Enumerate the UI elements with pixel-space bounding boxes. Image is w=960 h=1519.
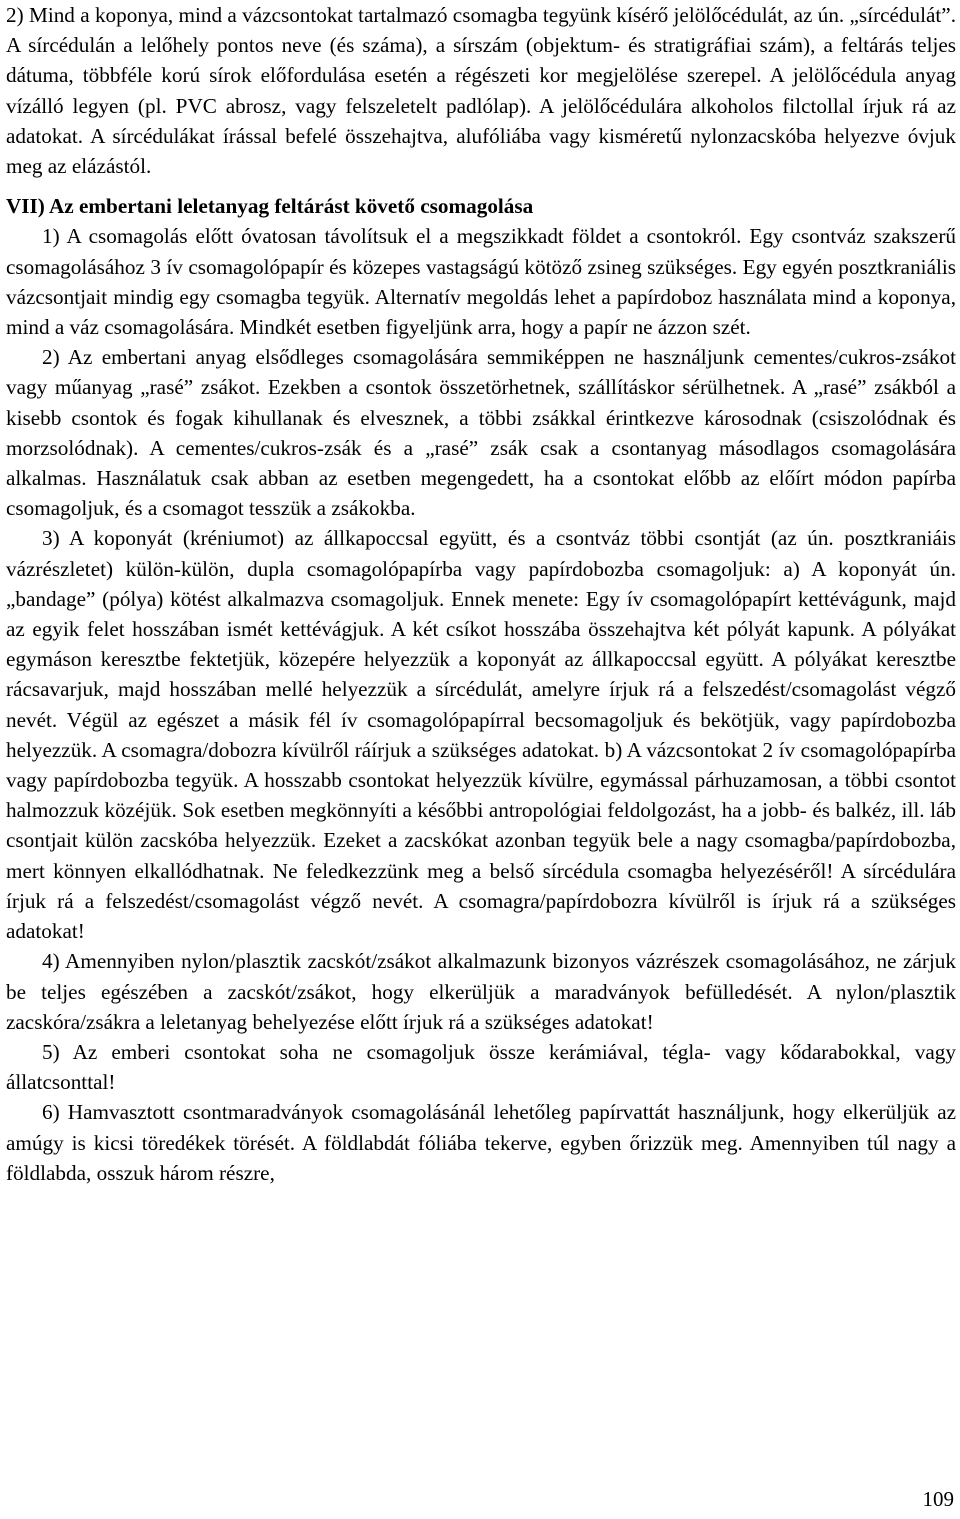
paragraph-6: 6) Hamvasztott csontmaradványok csomagolásánál lehetőleg papírvattát használjunk, hogy elkerüljük az amúgy is kicsi töredékek törését. A földlabdát fóliába tekerve, egyben őrizzük meg. Amennyiben túl nagy a földlabda, osszuk három részre, — [6, 1100, 956, 1185]
intro-paragraph: 2) Mind a koponya, mind a vázcsontokat tartalmazó csomagba tegyünk kísérő jelölőcédulát, az ún. „sírcédulát”. A sírcédulán a lelőhely pontos neve (és száma), a sírszám (objektum- és stratigráfiai szám), a feltárás teljes dátuma, többféle korú sírok előfordulása esetén a régészeti kor megjelölése szerepel. A jelölőcédula anyag vízálló legyen (pl. PVC abrosz, vagy felszeletelt padlólap). A jelölőcédulára alkoholos filctollal írjuk rá az adatokat. A sírcédulákat írással befelé összehajtva, alufóliába vagy kisméretű nylonzacskóba helyezve óvjuk meg az elázástól. — [6, 3, 956, 179]
section-heading: VII) Az embertani leletanyag feltárást követő csomagolása — [6, 194, 534, 219]
paragraph-5: 5) Az emberi csontokat soha ne csomagoljuk össze kerámiával, tégla- vagy kődarabokkal, vagy állatcsonttal! — [6, 1039, 956, 1095]
paragraph-4: 4) Amennyiben nylon/plasztik zacskót/zsákot alkalmazunk bizonyos vázrészek csomagolásához, ne zárjuk be teljes egészében a zacskót/zsákot, hogy elkerüljük a maradványok befülledését. A nylon/plasztik zacskóra/zsákra a leletanyag behelyezése előtt írjuk rá a szükséges adatokat! — [6, 949, 956, 1034]
paragraph-2: 2) Az embertani anyag elsődleges csomagolására semmiképpen ne használjunk cementes/cukros-zsákot vagy műanyag „rasé” zsákot. Ezekben a csontok összetörhetnek, szállításkor sérülhetnek. A „rasé” zsákból a kisebb csontok és fogak kihullanak és elvesznek, a többi zsákkal érintkezve károsodnak (csiszolódnak és morzsolódnak). A cementes/cukros-zsák és a „rasé” zsák csak a csontanyag másodlagos csomagolására alkalmas. Használatuk csak abban az esetben megengedett, ha a csontokat előbb az előírt módon papírba csomagoljuk, és a csomagot tesszük a zsákokba. — [6, 345, 956, 521]
paragraph-1: 1) A csomagolás előtt óvatosan távolítsuk el a megszikkadt földet a csontokról. Egy csontváz szakszerű csomagolásához 3 ív csomagolópapír és közepes vastagságú kötöző zsineg szükséges. Egy egyén posztkraniális vázcsontjait mindig egy csomagba tegyük. Alternatív megoldás lehet a papírdoboz használata mind a koponya, mind a váz csomagolására. Mindkét esetben figyeljünk arra, hogy a papír ne ázzon szét. — [6, 224, 956, 340]
page-number: 109 — [922, 1487, 954, 1511]
document-page — [6, 0, 956, 1188]
paragraph-3: 3) A koponyát (kréniumot) az állkapoccsal együtt, és a csontváz többi csontját (az ún. posztkraniáis vázrészletet) külön-külön, dupla csomagolópapírba vagy papírdobozba csomagoljuk: a) A koponyát ún. „bandage” (pólya) kötést alkalmazva csomagoljuk. Ennek menete: Egy ív csomagolópapírt kettévágunk, majd az egyik felet hosszában ismét kettévágjuk. A két csíkot hosszába összehajtva két pólyát kapunk. A pólyákat egymáson keresztbe fektetjük, közepére helyezzük a koponyát az állkapoccsal együtt. A pólyákat keresztbe rácsavarjuk, majd hosszában mellé helyezzük a sírcédulát, amelyre írjuk rá a felszedést/csomagolást végző nevét. Végül az egészet a másik fél ív csomagolópapírral becsomagoljuk és bekötjük, vagy papírdobozba helyezzük. A csomagra/dobozra kívülről ráírjuk a szükséges adatokat. b) A vázcsontokat 2 ív csomagolópapírba vagy papírdobozba tegyük. A hosszabb csontokat helyezzük kívülre, egymással párhuzamosan, a többi csontot halmozzuk közéjük. Sok esetben megkönnyíti a későbbi antropológiai feldolgozást, ha a jobb- és balkéz, ill. láb csontjait külön zacskóba helyezzük. Ezeket a zacskókat azonban tegyük bele a nagy csomagba/papírdobozba, mert könnyen elkallódhatnak. Ne feledkezzünk meg a belső sírcédula csomagba helyezéséről! A sírcédulára írjuk rá a felszedést/csomagolást végző nevét. A csomagra/papírdobozra kívülről is írjuk rá a szükséges adatokat! — [6, 526, 956, 944]
